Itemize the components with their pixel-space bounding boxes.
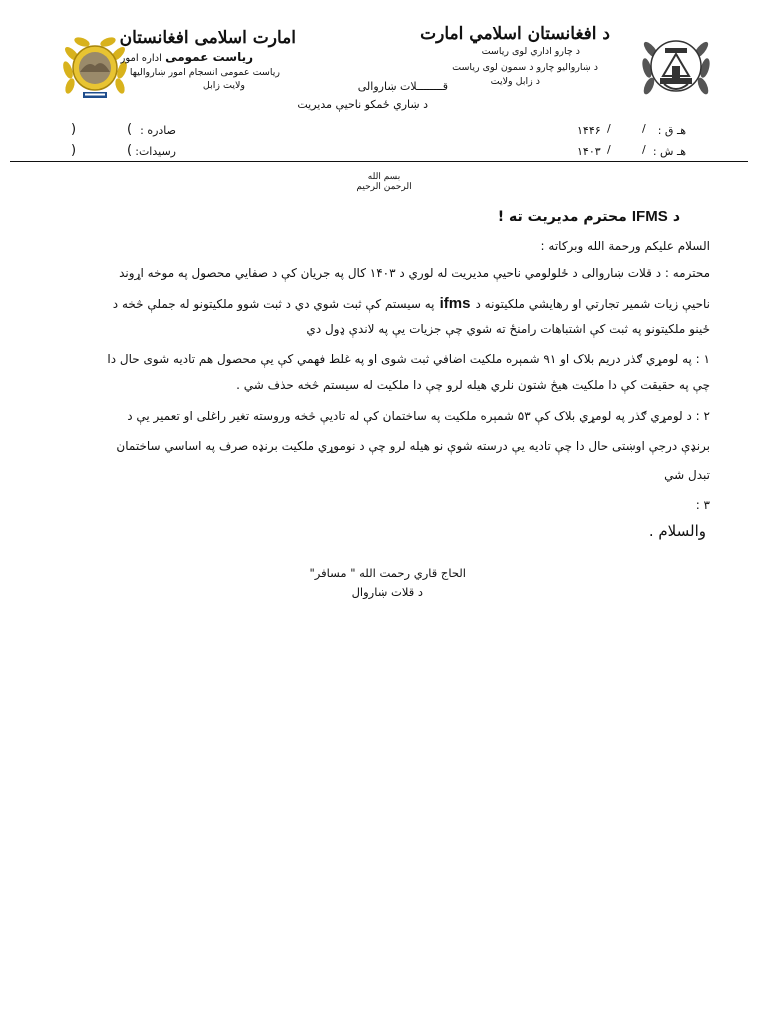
received-paren-open: ( — [127, 143, 133, 158]
left-header-line3: ولایت زابل — [202, 80, 245, 91]
issued-paren-close: ) — [71, 122, 77, 137]
para1-line2-system: ifms — [439, 295, 471, 312]
para1-line2-pre: ناحیې زیات شمیر تجارتي او رهایشي ملکیتونه د — [475, 297, 710, 311]
received-paren-close: ) — [71, 143, 77, 158]
addressee — [498, 206, 680, 225]
closing-salutation: والسلام . — [648, 522, 706, 540]
bismillah-line2: الرحمن الرحیم — [356, 182, 412, 192]
addressee-system: IFMS — [631, 208, 668, 225]
header-divider — [10, 161, 748, 162]
right-header-line2: د ښاروالیو چارو د سمون لوی ریاست — [452, 62, 598, 73]
left-header-line1-main: ریاست عمومی — [165, 50, 253, 64]
received-label: رسیدات: — [135, 145, 176, 158]
issuing-office-line1: قــــــــلات ښاروالی — [357, 80, 448, 93]
hijri-shamsi-year: ۱۴۰۳ — [577, 145, 601, 158]
signatory-name: الحاج قاري رحمت الله " مسافر" — [309, 566, 466, 580]
para1-line1: محترمه : د قلات ښاروالی د ځلولومي ناحیې مدیریت له لوري د ۱۴۰۳ کال په جریان کې د صفایي محصول په موخه اړوند — [119, 266, 710, 280]
hijri-shamsi-label: هـ ش : — [652, 145, 686, 158]
item2-line2: برنډې درجې اوښتی حال دا چې تادیه یې درسته شوې نو هیله لرو چې د نوموړي ملکیت برنډه صرف په اساسي ساختمان — [116, 439, 710, 453]
hijri-qamari-slash2: / — [607, 122, 611, 135]
item1-line1: ۱ : په لومړي ګذر دریم بلاک او ۹۱ شمېره ملکیت اضافي ثبت شوی او په غلط فهمي کې یې محصول هم تادیه شوی حال دا — [107, 352, 710, 366]
para1-line2-post: په سیستم کې ثبت شوي دي د ثبت شوو ملکیتونو له جملې څخه د — [112, 297, 435, 311]
addressee-pre: د — [672, 209, 680, 225]
issuing-office-line2: د ښاري ځمکو ناحیې مدیریت — [297, 98, 428, 111]
hijri-shamsi-slash1: / — [642, 143, 646, 156]
hijri-qamari-year: ۱۴۴۶ — [577, 124, 601, 137]
addressee-post: محترم مدیریت ته ! — [497, 209, 627, 225]
right-header-line1: د چارو اداري لوی ریاست — [481, 46, 580, 57]
item1-line2: چې په حقیقت کې دا ملکیت هیڅ شتون نلري هیله لرو چې دا ملکیت له سیستم څخه حذف شي . — [236, 378, 710, 392]
item3: ۳ : — [695, 498, 710, 512]
issued-label: صادره : — [140, 124, 176, 137]
item2-line3: تبدل شي — [664, 468, 710, 482]
item2-line1: ۲ : د لومړي ګذر په لومړي بلاک کې ۵۳ شمېره ملکیت په ساختمان کې له تادیې څخه وروسته تغیر راغلی او تعمیر یې د — [127, 409, 710, 423]
right-header-title: د افغانستان اسلامي امارت — [420, 24, 610, 44]
para1-line2 — [113, 293, 710, 312]
left-header-line1-suffix: اداره امور — [120, 53, 162, 64]
bismillah-line1: بسم الله — [367, 172, 401, 182]
left-header-title: امارت اسلامی افغانستان — [119, 28, 296, 48]
hijri-qamari-label: هـ ق : — [657, 124, 686, 137]
issued-paren-open: ( — [127, 122, 133, 137]
greeting: السلام علیکم ورحمة الله وبرکاته : — [540, 239, 710, 253]
bismillah — [334, 172, 434, 192]
left-header-line2: ریاست عمومی انسجام امور ښاروالیها — [129, 67, 280, 78]
hijri-qamari-slash1: / — [642, 122, 646, 135]
left-header-line1 — [120, 50, 253, 64]
right-header-line3: د زابل ولایت — [490, 76, 540, 87]
hijri-shamsi-slash2: / — [607, 143, 611, 156]
para1-line3: ځینو ملکیتونو په ثبت کې اشتباهات رامنځ ته شوي چې جزیات یې په لاندې ډول دي — [306, 322, 710, 336]
signatory-title: د قلات ښاروال — [351, 585, 423, 599]
emirate-emblem-icon — [638, 28, 714, 104]
